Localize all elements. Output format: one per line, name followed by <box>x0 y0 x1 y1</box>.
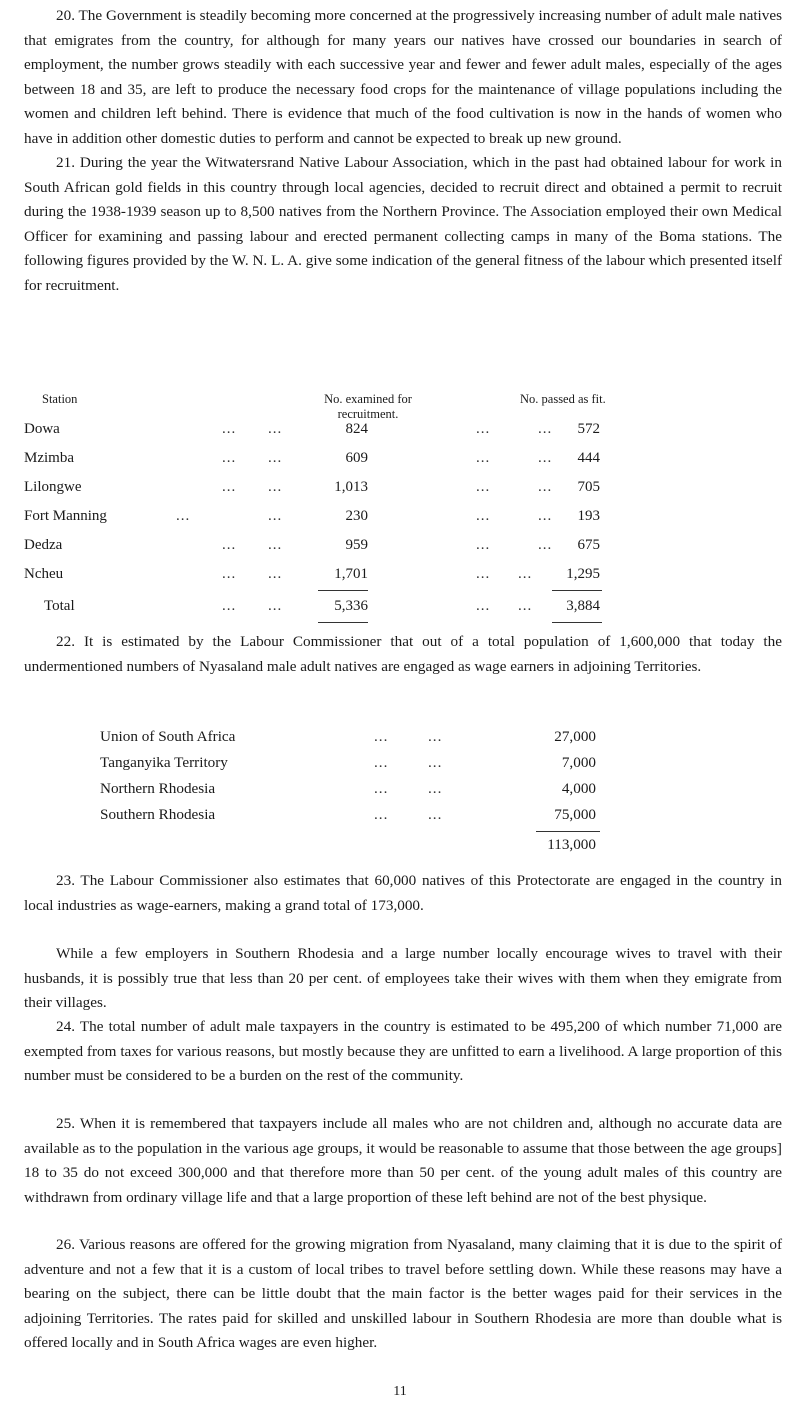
table-row-examined: 824 <box>345 421 368 437</box>
sum-rule <box>552 590 602 591</box>
paragraph-23-continued: While a few employers in Southern Rhodesia and a large number locally encourage wives to travel with their husbands, it is possibly true that less than 20 per cent. of employees take their wives with them when they emigrate from their villages. <box>24 945 782 1012</box>
page-number: 11 <box>393 1384 407 1399</box>
leader-dots: ... <box>538 508 553 524</box>
territory-name: Northern Rhodesia <box>100 780 216 797</box>
leader-dots: ... <box>428 780 443 797</box>
leader-dots: ... <box>268 566 283 582</box>
leader-dots: ... <box>176 508 191 524</box>
territory-name: Southern Rhodesia <box>100 806 216 823</box>
leader-dots: ... <box>222 450 237 466</box>
leader-dots: ... <box>538 421 553 437</box>
table-row-station: Lilongwe <box>24 479 82 495</box>
paragraph-25: 25. When it is remembered that taxpayers include all males who are not children and, although no accurate data are available as to the population in the various age groups, it would be reasonable to assume that those between the age groups] 18 to 35 do not exceed 300,000 and that therefore more than 50 per cent. of the young adult males of this country are withdrawn from ordinary village life and that a large proportion of these left behind are not of the best physique. <box>24 1115 782 1206</box>
leader-dots: ... <box>476 598 491 614</box>
leader-dots: ... <box>476 450 491 466</box>
leader-dots: ... <box>374 754 389 771</box>
total-passed: 3,884 <box>566 598 600 614</box>
table-row-passed: 193 <box>577 508 600 524</box>
leader-dots: ... <box>538 537 553 553</box>
territories-total: 113,000 <box>547 836 596 853</box>
paragraph-26: 26. Various reasons are offered for the growing migration from Nyasaland, many claiming that it is due to the spirit of adventure and not a few that it is a custom of local tribes to travel before settling down. While these reasons may have a bearing on the subject, there can be little doubt that the main factor is the better wages paid for their services in the adjoining Territories. The rates paid for skilled and unskilled labour in Southern Rhodesia are more than double what is offered locally and in South Africa wages are even higher. <box>24 1236 782 1352</box>
table-row-examined: 959 <box>345 537 368 553</box>
leader-dots: ... <box>538 479 553 495</box>
leader-dots: ... <box>268 450 283 466</box>
territory-count: 27,000 <box>554 728 596 745</box>
leader-dots: ... <box>268 537 283 553</box>
paragraph-22: 22. It is estimated by the Labour Commissioner that out of a total population of 1,600,000 that today the undermentioned numbers of Nyasaland male adult natives are engaged as wage earners in adjoining Territories. <box>24 633 782 675</box>
table-row-passed: 675 <box>577 537 600 553</box>
leader-dots: ... <box>428 754 443 771</box>
leader-dots: ... <box>518 598 533 614</box>
leader-dots: ... <box>518 566 533 582</box>
leader-dots: ... <box>268 479 283 495</box>
territory-name: Tanganyika Territory <box>100 754 228 771</box>
leader-dots: ... <box>476 421 491 437</box>
paragraph-20: 20. The Government is steadily becoming more concerned at the progressively increasing number of adult male natives that emigrates from the country, for although for many years our natives have crossed our boundaries in search of employment, the number grows steadily with each successive year and fewer and fewer adult males, especially of the ages between 18 and 35, are left to produce the necessary food crops for the maintenance of village populations including the women and children left behind. There is evidence that much of the food cultivation is now in the hands of women who have in addition other domestic duties to perform and cannot be expected to break up new ground. <box>24 7 782 147</box>
leader-dots: ... <box>476 479 491 495</box>
leader-dots: ... <box>374 806 389 823</box>
paragraph-23: 23. The Labour Commissioner also estimates that 60,000 natives of this Protectorate are engaged in the country in local industries as wage-earners, making a grand total of 173,000. <box>24 872 782 914</box>
sum-rule <box>318 590 368 591</box>
table-row-examined: 1,701 <box>334 566 368 582</box>
table-row-passed: 572 <box>577 421 600 437</box>
total-label: Total <box>44 598 75 614</box>
table-row-examined: 609 <box>345 450 368 466</box>
leader-dots: ... <box>268 598 283 614</box>
leader-dots: ... <box>538 450 553 466</box>
paragraph-24: 24. The total number of adult male taxpayers in the country is estimated to be 495,200 of which number 71,000 are exempted from taxes for various reasons, but mostly because they are unfitted to earn a livelihood. A large proportion of this number must be considered to be a burden on the rest of the community. <box>24 1018 782 1085</box>
total-examined: 5,336 <box>334 598 368 614</box>
table-row-examined: 1,013 <box>334 479 368 495</box>
leader-dots: ... <box>428 728 443 745</box>
header-passed: No. passed as fit. <box>520 392 606 406</box>
table-row-passed: 1,295 <box>566 566 600 582</box>
leader-dots: ... <box>374 780 389 797</box>
table-row-station: Dedza <box>24 537 63 553</box>
table-row-station: Mzimba <box>24 450 74 466</box>
sum-rule <box>536 831 600 832</box>
leader-dots: ... <box>268 421 283 437</box>
leader-dots: ... <box>374 728 389 745</box>
table-row-station: Dowa <box>24 421 60 437</box>
header-station: Station <box>42 392 78 406</box>
leader-dots: ... <box>222 566 237 582</box>
header-examined: No. examined for recruitment. <box>324 392 412 421</box>
double-rule <box>552 622 602 623</box>
leader-dots: ... <box>476 537 491 553</box>
leader-dots: ... <box>222 598 237 614</box>
paragraph-21: 21. During the year the Witwatersrand Native Labour Association, which in the past had obtained labour for work in South African gold fields in this country through local agencies, decided to recruit direct and obtained a permit to recruit during the 1938-1939 season up to 8,500 natives from the Northern Province. The Association employed their own Medical Officer for examining and passing labour and erected permanent collecting camps in many of the Boma stations. The following figures provided by the W. N. L. A. give some indication of the general fitness of the labour which presented itself for recruitment. <box>24 154 782 294</box>
territory-count: 75,000 <box>554 806 596 823</box>
leader-dots: ... <box>476 508 491 524</box>
table-row-examined: 230 <box>345 508 368 524</box>
double-rule <box>318 622 368 623</box>
leader-dots: ... <box>476 566 491 582</box>
territory-count: 4,000 <box>561 780 596 797</box>
territory-name: Union of South Africa <box>100 728 236 745</box>
leader-dots: ... <box>222 421 237 437</box>
table-row-station: Ncheu <box>24 566 64 582</box>
leader-dots: ... <box>222 479 237 495</box>
table-row-station: Fort Manning <box>24 508 107 524</box>
table-row-passed: 705 <box>577 479 600 495</box>
leader-dots: ... <box>268 508 283 524</box>
leader-dots: ... <box>222 537 237 553</box>
table-row-passed: 444 <box>577 450 600 466</box>
leader-dots: ... <box>428 806 443 823</box>
territory-count: 7,000 <box>561 754 596 771</box>
